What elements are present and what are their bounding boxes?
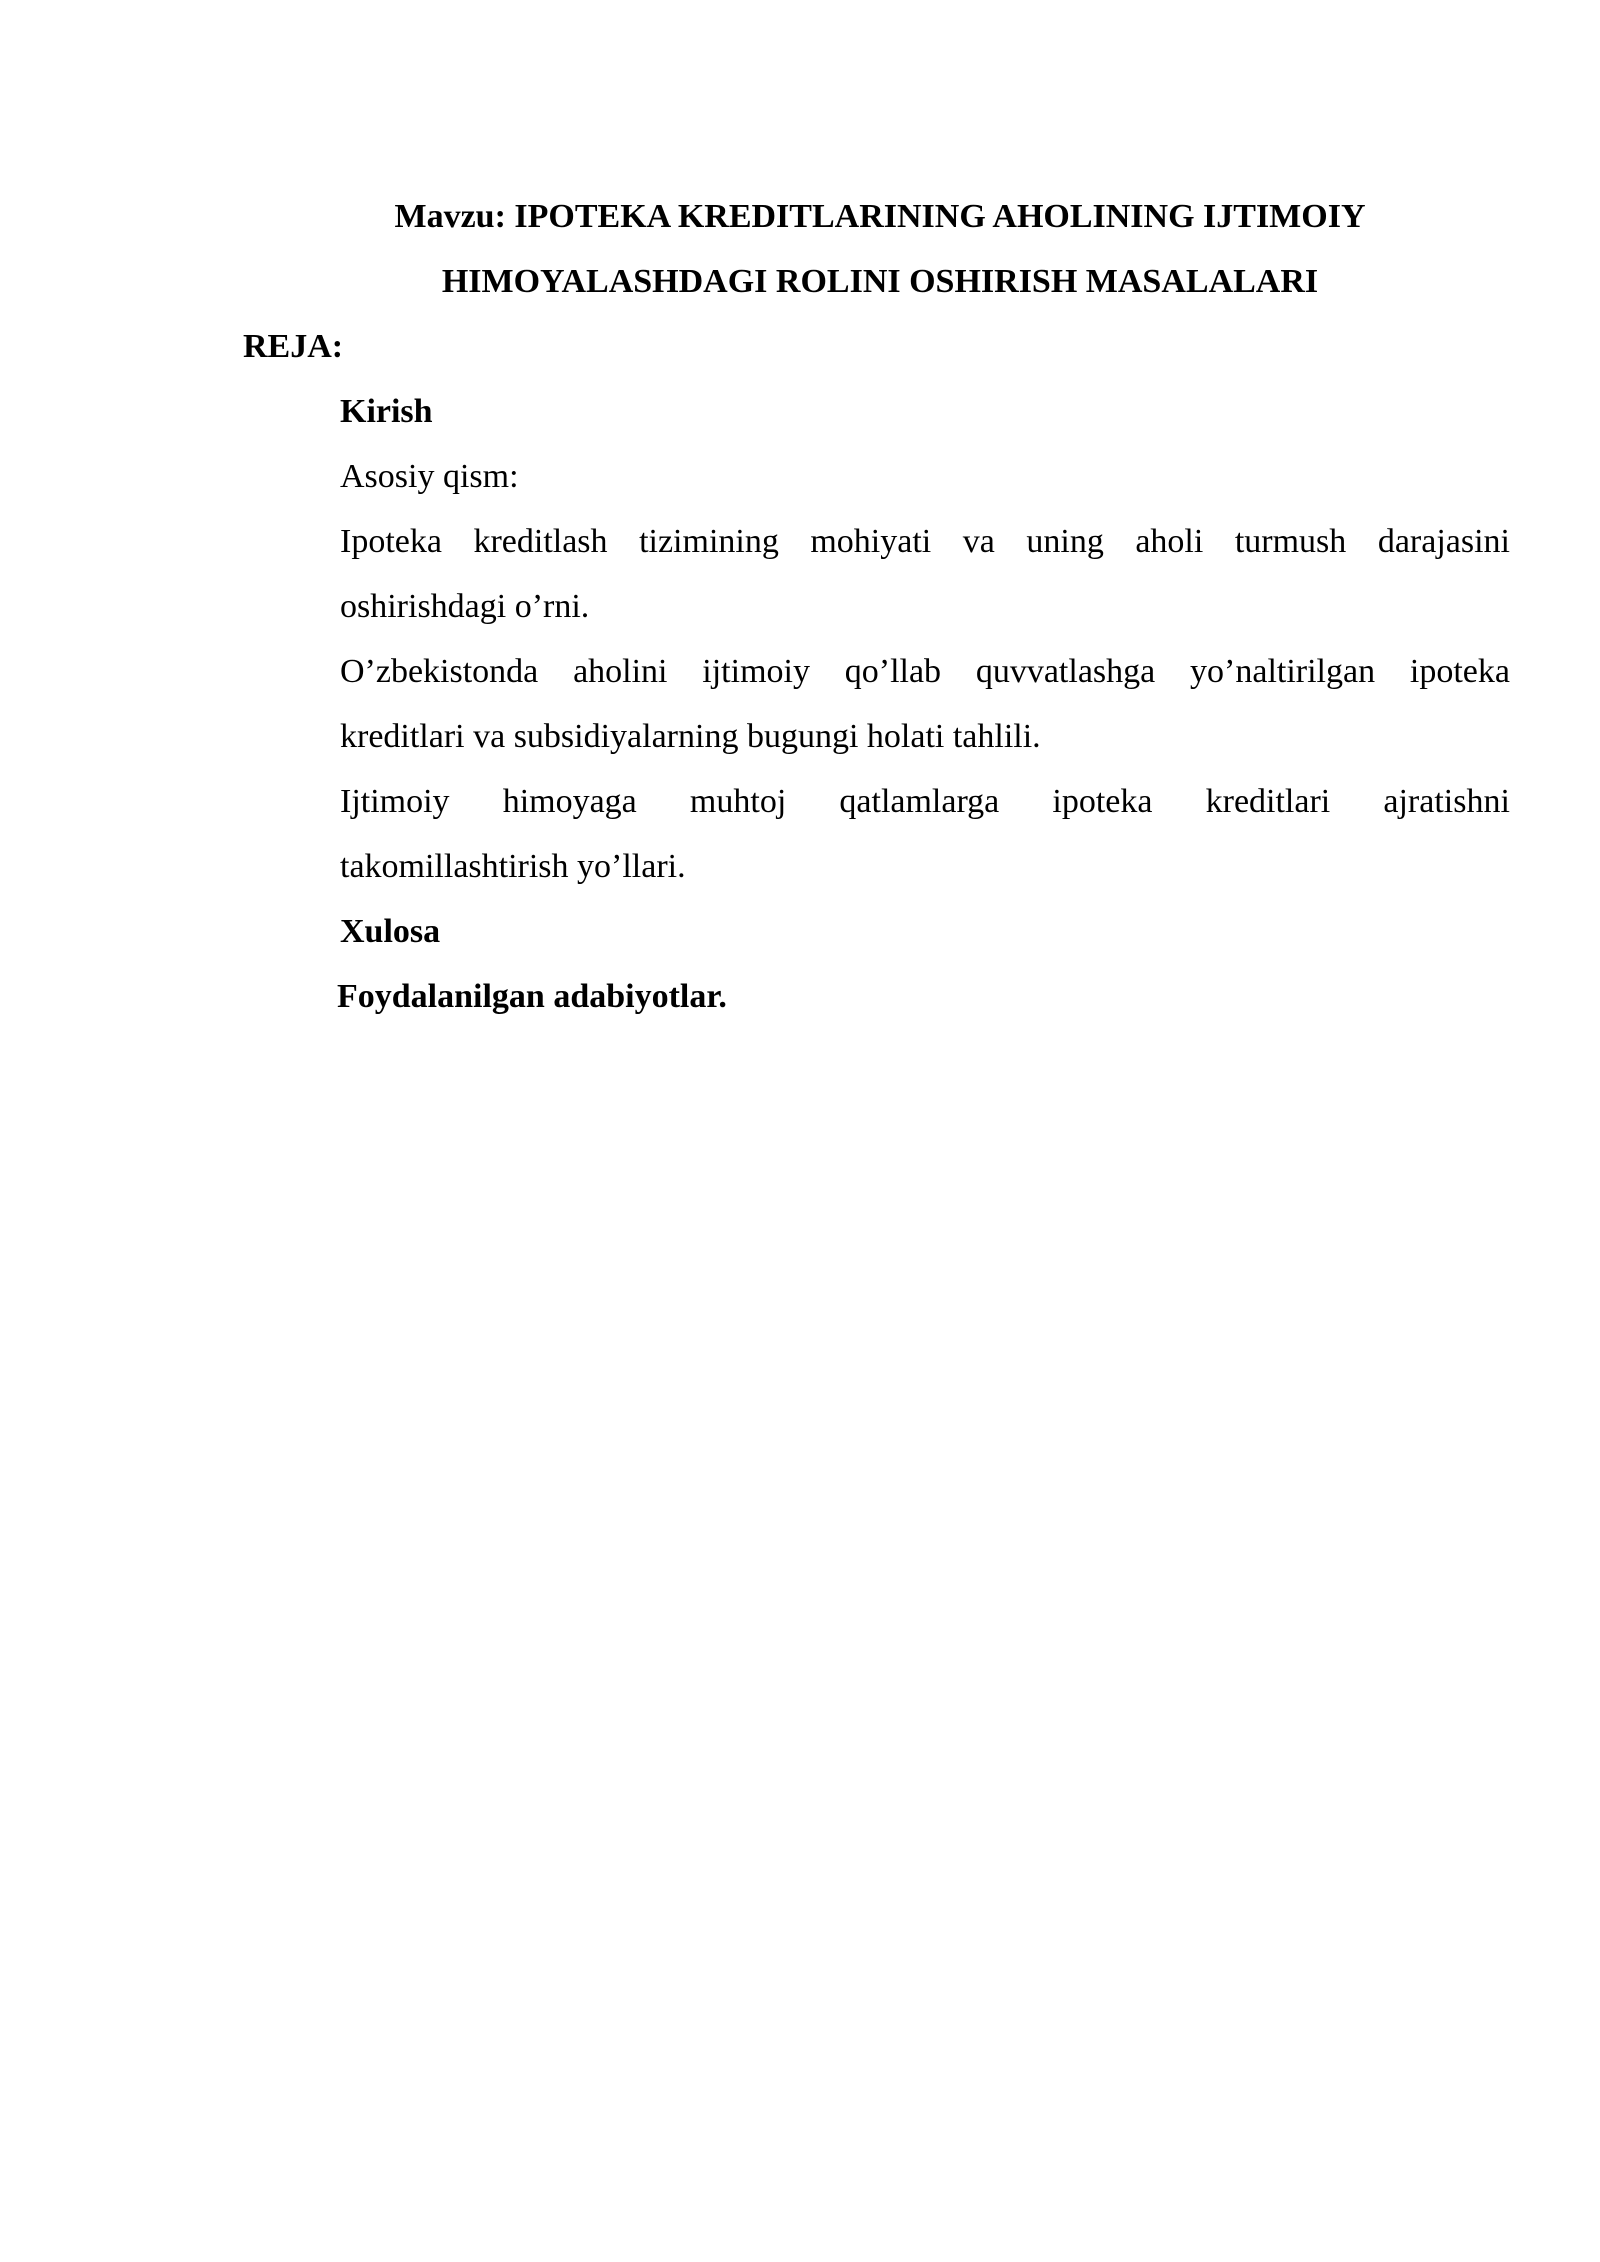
word: ajratishni — [1383, 783, 1510, 820]
word: Ipoteka — [340, 523, 442, 560]
plan-main-part: Asosiy qism: — [340, 458, 519, 495]
word: va — [962, 523, 995, 560]
word: Ijtimoiy — [340, 783, 450, 820]
plan-intro: Kirish — [340, 393, 433, 430]
word: mohiyati — [810, 523, 932, 560]
word: tizimining — [639, 523, 779, 560]
word: quvvatlashga — [975, 653, 1156, 690]
plan-item-3-line-1 — [340, 782, 1510, 822]
word: turmush — [1234, 523, 1347, 560]
word: qo’llab — [844, 653, 942, 690]
plan-item-1-line-2: oshirishdagi o’rni. — [340, 588, 590, 625]
word: kreditlari — [1205, 783, 1331, 820]
plan-item-2-line-1 — [340, 652, 1510, 692]
word: qatlamlarga — [839, 783, 1000, 820]
plan-references: Foydalanilgan adabiyotlar. — [337, 978, 727, 1015]
word: uning — [1026, 523, 1104, 560]
word: himoyaga — [502, 783, 637, 820]
title-line-1: Mavzu: IPOTEKA KREDITLARINING AHOLINING IJTIMOIY — [394, 198, 1366, 235]
word: ipoteka — [1052, 783, 1153, 820]
plan-heading: REJA: — [243, 328, 344, 365]
title-line-2: HIMOYALASHDAGI ROLINI OSHIRISH MASALALARI — [441, 263, 1319, 300]
plan-item-1-line-1 — [340, 522, 1510, 562]
word: yo’naltirilgan — [1190, 653, 1376, 690]
plan-item-2-line-2: kreditlari va subsidiyalarning bugungi holati tahlili. — [340, 718, 1041, 755]
word: muhtoj — [689, 783, 787, 820]
plan-conclusion: Xulosa — [340, 913, 441, 950]
word: ijtimoiy — [702, 653, 810, 690]
plan-item-3-line-2: takomillashtirish yo’llari. — [340, 848, 686, 885]
word: aholi — [1135, 523, 1204, 560]
word: O’zbekistonda — [340, 653, 539, 690]
word: darajasini — [1377, 523, 1510, 560]
word: kreditlash — [473, 523, 608, 560]
word: ipoteka — [1409, 653, 1510, 690]
word: aholini — [573, 653, 668, 690]
